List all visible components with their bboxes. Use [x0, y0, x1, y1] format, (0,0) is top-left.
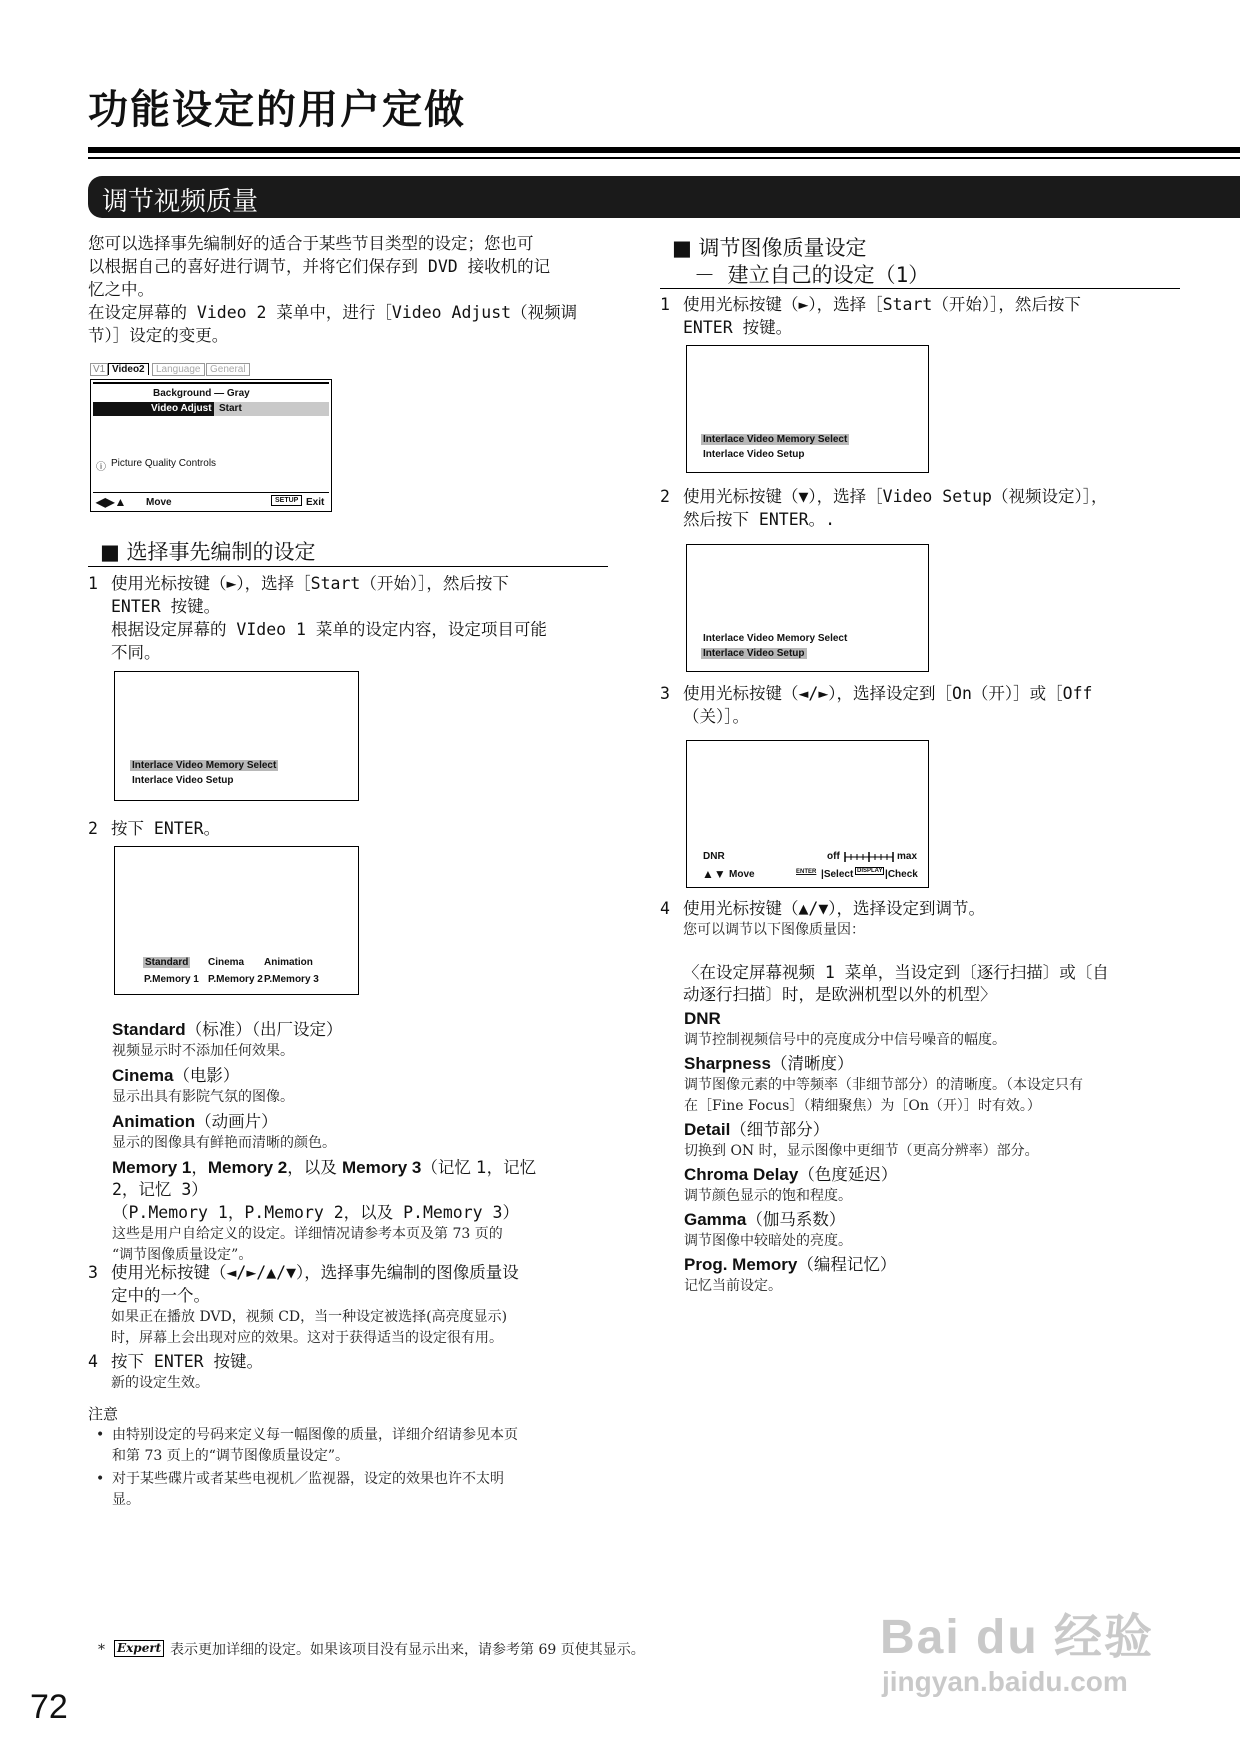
- mode-term: Memory 1: [112, 1158, 192, 1177]
- left-step-4: [88, 1350, 618, 1396]
- preset-memory-2: P.Memory 2: [208, 974, 263, 985]
- preset-animation: Animation: [264, 957, 313, 968]
- mode-animation: [112, 1111, 622, 1133]
- mode-cinema: [112, 1065, 622, 1087]
- step-line: 使用光标按键（►），选择［Start（开始）］，然后按下: [683, 295, 1081, 314]
- step-line: ENTER 按键。: [111, 597, 221, 616]
- intro-text: [88, 232, 618, 347]
- note-item: [88, 1469, 628, 1511]
- menu-row-video-adjust: Video Adjust: [151, 403, 212, 414]
- mode-term-cn: （动画片）: [195, 1112, 278, 1131]
- step-number: 3: [88, 1263, 98, 1282]
- right-step-1: [660, 293, 1220, 339]
- note-line: 和第 73 页上的“调节图像质量设定”。: [112, 1448, 350, 1464]
- select-label: |Select: [821, 869, 854, 880]
- menu-item-memory-select: Interlace Video Memory Select: [703, 633, 848, 644]
- param-gamma: [684, 1209, 1224, 1231]
- arrows-icon: ◀▶▲: [96, 495, 127, 509]
- expert-badge: Expert: [114, 1640, 164, 1657]
- param-term: Detail: [684, 1120, 731, 1139]
- dnr-min: off: [827, 851, 840, 862]
- mode-standard: [112, 1019, 622, 1041]
- preset-descriptions: [112, 1019, 622, 1266]
- intro-line: 忆之中。: [88, 280, 154, 299]
- step-line: 使用光标按键（◄/►），选择设定到［On（开）］或［Off: [683, 684, 1093, 703]
- tab-v1: V1: [90, 363, 108, 376]
- tab-language: Language: [152, 363, 205, 376]
- mode-desc: 显示的图像具有鲜艳而清晰的颜色。: [112, 1135, 336, 1151]
- step-desc: 新的设定生效。: [111, 1375, 209, 1391]
- step-line: 使用光标按键（◄/►/▲/▼），选择事先编制的图像质量设: [111, 1263, 519, 1282]
- step-desc: 您可以调节以下图像质量因：: [683, 922, 865, 938]
- section-title: 调节视频质量: [102, 187, 259, 217]
- mode-memory: [112, 1157, 622, 1179]
- param-desc: 记忆当前设定。: [684, 1278, 782, 1294]
- tab-general: General: [206, 363, 250, 376]
- step-line: 然后按下 ENTER。.: [683, 510, 836, 529]
- footer-exit: Exit: [306, 497, 325, 508]
- menu-tabs: [90, 362, 333, 380]
- step-line: 按下 ENTER。: [111, 819, 221, 838]
- param-term: Chroma Delay: [684, 1165, 799, 1184]
- step-number: 4: [660, 899, 670, 918]
- menu-item-memory-select: Interlace Video Memory Select: [132, 760, 277, 771]
- param-term: Gamma: [684, 1210, 747, 1229]
- dnr-label: DNR: [703, 851, 725, 862]
- divider: [93, 382, 329, 384]
- right-step-2: [660, 485, 1220, 531]
- param-term-cn: （色度延迟）: [798, 1165, 898, 1184]
- step-line: 定中的一个。: [111, 1286, 210, 1305]
- step-desc: 时，屏幕上会出现对应的效果。这对于获得适当的设定很有用。: [111, 1330, 503, 1346]
- step-number: 1: [660, 295, 670, 314]
- mode-desc: 这些是用户自给定义的设定。详细情况请参考本页及第 73 页的: [112, 1226, 503, 1242]
- preset-memory-3: P.Memory 3: [264, 974, 319, 985]
- info-text: Picture Quality Controls: [111, 458, 217, 469]
- mode-desc: “调节图像质量设定”。: [112, 1247, 253, 1263]
- select-text: Select: [823, 869, 854, 880]
- left-step-3: [88, 1261, 618, 1353]
- step-line: 使用光标按键（▲/▼），选择设定到调节。: [683, 899, 986, 918]
- display-key: DISPLAY: [857, 868, 883, 874]
- bullet-icon: •: [96, 1471, 105, 1487]
- intro-line: 您可以选择事先编制好的适合于某些节目类型的设定；您也可: [88, 234, 534, 253]
- preset-standard: Standard: [145, 957, 189, 968]
- baidu-watermark: Bai du 经验: [880, 1611, 1155, 1664]
- step-line: ENTER 按键。: [683, 318, 793, 337]
- step-number: 3: [660, 684, 670, 703]
- region-note: [683, 962, 1223, 1006]
- menu-item-video-setup: Interlace Video Setup: [703, 449, 805, 460]
- screen-presets: [114, 846, 359, 995]
- step-number: 2: [660, 487, 670, 506]
- step-number: 4: [88, 1352, 98, 1371]
- subhead-rule: [88, 566, 608, 567]
- note-line: 对于某些碟片或者某些电视机／监视器，设定的效果也许不太明: [112, 1471, 504, 1487]
- right-subheading: － 建立自己的设定（1）: [694, 263, 930, 287]
- title-rule: [88, 147, 1240, 153]
- mode-term: Memory 3: [342, 1158, 422, 1177]
- param-detail: [684, 1119, 1224, 1141]
- note-line: 由特别设定的号码来定义每一幅图像的质量，详细介绍请参见本页: [112, 1427, 518, 1443]
- mode-term: Animation: [112, 1112, 196, 1131]
- bullet-icon: •: [96, 1427, 105, 1443]
- intro-line: 节）］设定的变更。: [88, 326, 229, 345]
- menu-item-video-setup: Interlace Video Setup: [132, 775, 234, 786]
- subhead-preset: ■ 选择事先编制的设定: [100, 540, 316, 564]
- screen-memory-select: [114, 671, 359, 801]
- param-desc: 在［Fine Focus］（精细聚焦）为［On（开）］时有效。）: [684, 1098, 1041, 1114]
- preset-cinema: Cinema: [208, 957, 245, 968]
- footer-move: Move: [729, 869, 755, 880]
- footer-move: Move: [146, 497, 172, 508]
- step-desc: 如果正在播放 DVD，视频 CD，当一种设定被选择(高亮度显示): [111, 1309, 508, 1325]
- menu-item-video-setup: Interlace Video Setup: [703, 648, 805, 659]
- footnote-star: *: [98, 1642, 105, 1658]
- footnote-text: 表示更加详细的设定。如果该项目没有显示出来，请参考第 69 页使其显示。: [170, 1642, 645, 1658]
- step-number: 2: [88, 819, 98, 838]
- updown-arrows-icon: ▲▼: [702, 867, 726, 881]
- mode-term-cn: （标准）（出厂设定）: [185, 1020, 343, 1039]
- mode-term-sep: ，: [191, 1158, 208, 1177]
- menu-row-background: Background — Gray: [153, 388, 250, 399]
- footnote: [98, 1640, 998, 1662]
- step-line: 不同。: [111, 643, 161, 662]
- region-note-line: 〈在设定屏幕视频 1 菜单，当设定到〔逐行扫描〕或〔自: [683, 963, 1109, 982]
- param-term: DNR: [684, 1009, 721, 1028]
- param-desc: 调节图像中较暗处的亮度。: [684, 1233, 852, 1249]
- param-desc: 调节控制视频信号中的亮度成分中信号噪音的幅度。: [684, 1032, 1006, 1048]
- menu-item-memory-select: Interlace Video Memory Select: [703, 434, 848, 445]
- param-dnr: [684, 1008, 1224, 1030]
- step-line: 使用光标按键（▼），选择［Video Setup（视频设定）］，: [683, 487, 1108, 506]
- param-term: Prog. Memory: [684, 1255, 798, 1274]
- param-prog-memory: [684, 1254, 1224, 1276]
- param-term-cn: （清晰度）: [770, 1054, 854, 1073]
- param-desc: 调节图像元素的中等频率（非细节部分）的清晰度。（本设定只有: [684, 1077, 1083, 1093]
- note-item: [88, 1425, 628, 1467]
- dnr-max: max: [897, 851, 918, 862]
- screen-dnr: [686, 740, 929, 888]
- check-text: Check: [887, 869, 918, 880]
- info-icon: ⓘ: [96, 462, 106, 473]
- intro-line: 以根据自己的喜好进行调节，并将它们保存到 DVD 接收机的记: [88, 257, 551, 276]
- param-sharpness: [684, 1053, 1224, 1075]
- watermark-url: jingyan.baidu.com: [882, 1666, 1128, 1697]
- mode-desc: 视频显示时不添加任何效果。: [112, 1043, 294, 1059]
- notes: [88, 1403, 628, 1511]
- dnr-scale: [843, 851, 895, 863]
- screen-right-2: [686, 544, 929, 672]
- param-desc: 调节颜色显示的饱和程度。: [684, 1188, 852, 1204]
- param-term-cn: （细节部分）: [730, 1120, 830, 1139]
- mode-term: Memory 2: [207, 1158, 288, 1177]
- right-step-4: [660, 897, 1220, 943]
- region-note-line: 动逐行扫描〕时，是欧洲机型以外的机型〉: [683, 985, 997, 1004]
- left-step-2: [88, 817, 618, 841]
- section-header: [88, 176, 1240, 218]
- preset-memory-1: P.Memory 1: [144, 974, 199, 985]
- param-term: Sharpness: [684, 1054, 771, 1073]
- param-desc: 切换到 ON 时，显示图像中更细节（更高分辨率）部分。: [684, 1143, 1039, 1159]
- left-step-1: [88, 572, 618, 664]
- right-step-3: [660, 682, 1220, 728]
- intro-line: 在设定屏幕的 Video 2 菜单中，进行［Video Adjust（视频调: [88, 303, 578, 322]
- check-label: |Check: [885, 869, 918, 880]
- mode-term-cn: 2，记忆 3）: [112, 1180, 208, 1199]
- enter-key: ENTER: [796, 869, 817, 875]
- subhead-rule: [660, 288, 1180, 289]
- params-list: [684, 1008, 1224, 1297]
- mode-desc: 显示出具有影院气氛的图像。: [112, 1089, 294, 1105]
- step-line: 根据设定屏幕的 VIdeo 1 菜单的设定内容，设定项目可能: [111, 620, 547, 639]
- screen-right-1: [686, 345, 929, 473]
- setup-key: SETUP: [271, 495, 302, 506]
- menu-body: [90, 379, 332, 512]
- step-line: 使用光标按键（►），选择［Start（开始）］，然后按下: [111, 574, 509, 593]
- mode-term-alt: （P.Memory 1，P.Memory 2，以及 P.Memory 3）: [112, 1203, 519, 1222]
- param-term-cn: （编程记忆）: [797, 1255, 897, 1274]
- mode-term-cn: （电影）: [173, 1066, 240, 1085]
- notes-title: 注意: [88, 1405, 119, 1423]
- mode-term: Cinema: [112, 1066, 174, 1085]
- page-number: 72: [30, 1688, 68, 1726]
- step-number: 1: [88, 574, 98, 593]
- param-chroma-delay: [684, 1164, 1224, 1186]
- step-line: （关）］。: [683, 707, 749, 726]
- mode-term: Standard: [112, 1020, 186, 1039]
- right-heading: ■ 调节图像质量设定: [672, 236, 867, 260]
- menu-row-value: Start: [219, 403, 242, 414]
- note-line: 显。: [112, 1492, 140, 1508]
- mode-term-cn: （记忆 1，记忆: [421, 1158, 537, 1177]
- title-rule-thin: [88, 157, 1240, 159]
- step-line: 按下 ENTER 按键。: [111, 1352, 264, 1371]
- param-term-cn: （伽马系数）: [746, 1210, 846, 1229]
- setup-menu-screen: [90, 362, 333, 512]
- mode-term-sep: ，以及: [287, 1158, 337, 1177]
- divider: [93, 492, 329, 493]
- tab-video2: Video2: [108, 363, 149, 375]
- page-title: 功能设定的用户定做: [88, 87, 466, 133]
